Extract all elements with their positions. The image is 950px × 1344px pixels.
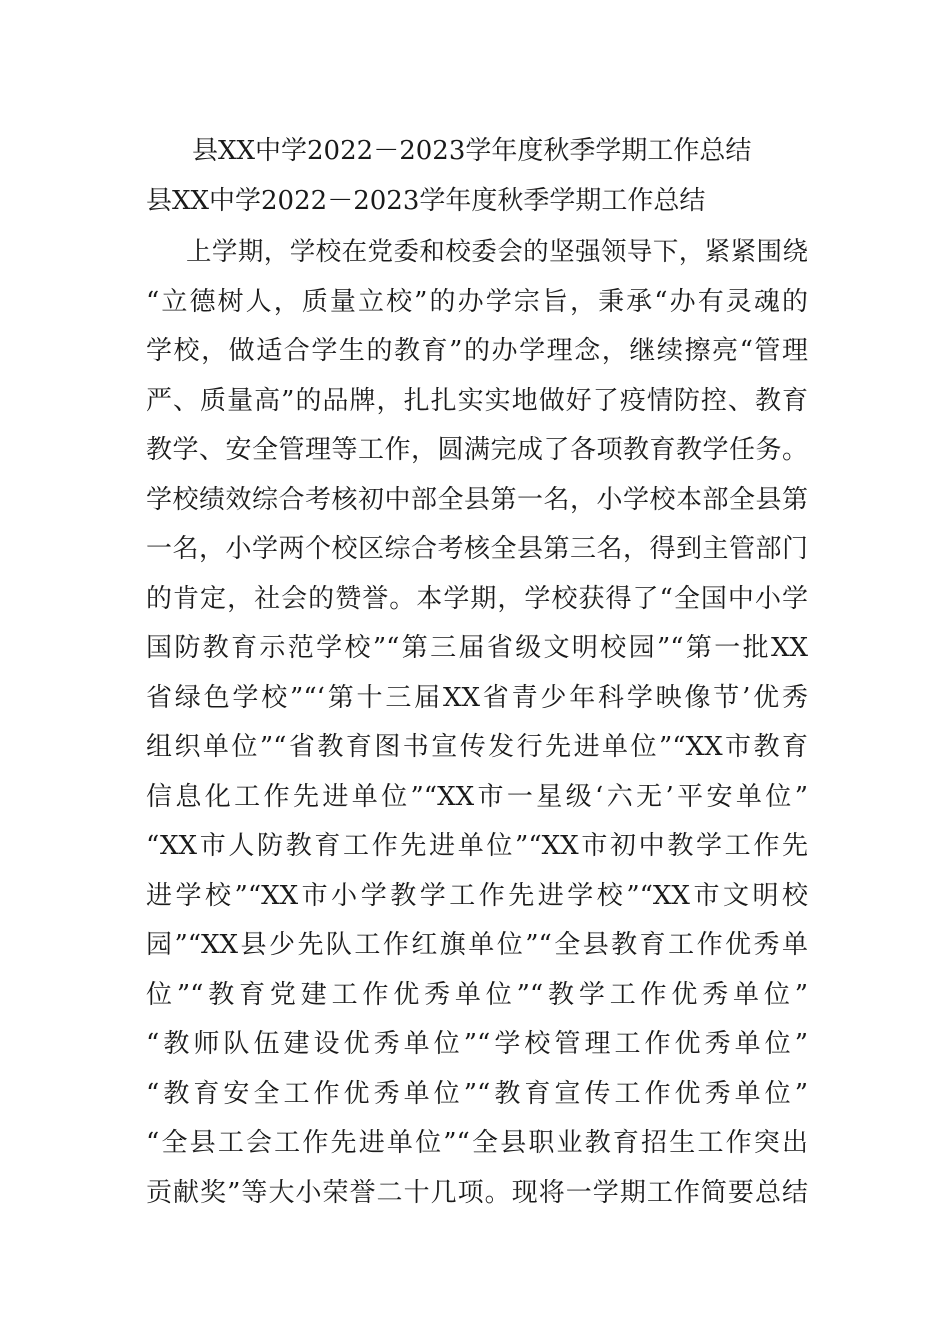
paragraph-line: 省绿色学校”“‘第十三届XX省青少年科学映像节’优秀 xyxy=(146,682,808,713)
paragraph-line: 一名，小学两个校区综合考核全县第三名，得到主管部门 xyxy=(146,534,808,564)
body-paragraph xyxy=(146,228,808,1218)
paragraph-line: 的肯定，社会的赞誉。本学期，学校获得了“全国中小学 xyxy=(146,583,808,614)
paragraph-line: “立德树人，质量立校”的办学宗旨，秉承“办有灵魂的 xyxy=(146,286,808,317)
paragraph-line: 贡献奖”等大小荣誉二十几项。现将一学期工作简要总结 xyxy=(146,1177,808,1208)
paragraph-line: 学校，做适合学生的教育”的办学理念，继续擦亮“管理 xyxy=(146,336,808,366)
paragraph-line: “教师队伍建设优秀单位”“学校管理工作优秀单位” xyxy=(146,1029,808,1059)
paragraph-line: 严、质量高”的品牌，扎扎实实地做好了疫情防控、教育 xyxy=(146,385,808,416)
paragraph-line: 位”“教育党建工作优秀单位”“教学工作优秀单位” xyxy=(146,979,808,1010)
paragraph-line: 组织单位”“省教育图书宣传发行先进单位”“XX市教育 xyxy=(146,732,808,762)
paragraph-line: 进学校”“XX市小学教学工作先进学校”“XX市文明校 xyxy=(146,880,808,911)
paragraph-line: 上学期，学校在党委和校委会的坚强领导下，紧紧围绕 xyxy=(186,237,808,267)
paragraph-line: “XX市人防教育工作先进单位”“XX市初中教学工作先 xyxy=(146,831,808,861)
paragraph-line: 信息化工作先进单位”“XX市一星级‘六无’平安单位” xyxy=(146,781,808,812)
paragraph-line: 教学、安全管理等工作，圆满完成了各项教育教学任务。 xyxy=(146,435,808,465)
document-title: 县XX中学2022－2023学年度秋季学期工作总结 xyxy=(192,136,752,166)
paragraph-line: “全县工会工作先进单位”“全县职业教育招生工作突出 xyxy=(146,1128,808,1158)
paragraph-line: 学校绩效综合考核初中部全县第一名，小学校本部全县第 xyxy=(146,484,808,515)
paragraph-line: 园”“XX县少先队工作红旗单位”“全县教育工作优秀单 xyxy=(146,930,808,960)
paragraph-line: 国防教育示范学校”“第三届省级文明校园”“第一批XX xyxy=(146,633,808,663)
document-subtitle: 县XX中学2022－2023学年度秋季学期工作总结 xyxy=(146,186,706,216)
paragraph-line: “教育安全工作优秀单位”“教育宣传工作优秀单位” xyxy=(146,1078,808,1109)
